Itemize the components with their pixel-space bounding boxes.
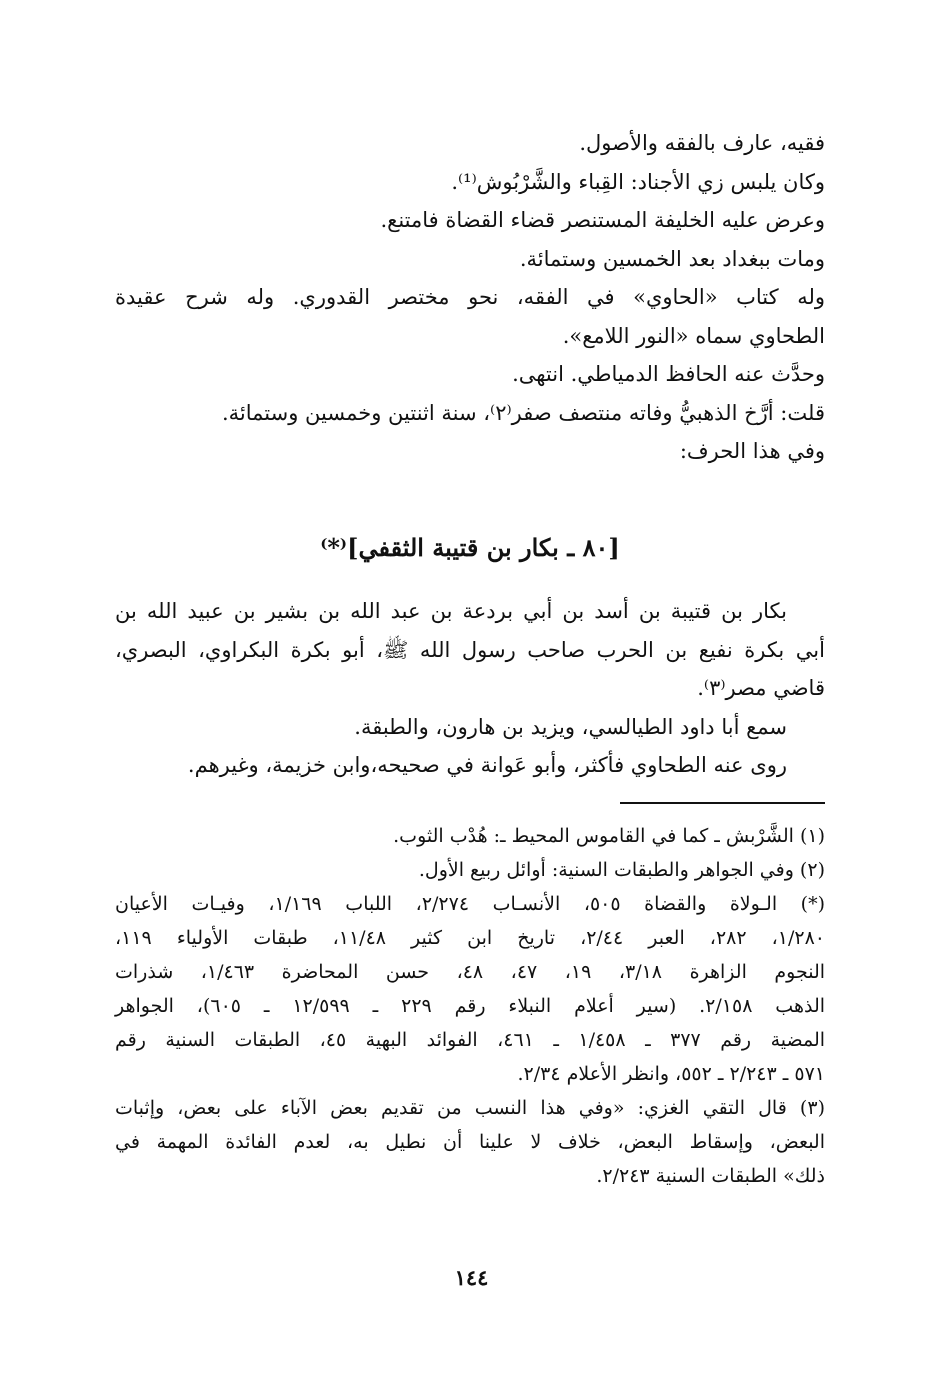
text-line: وحدَّث عنه الحافظ الدمياطي. انتهى. xyxy=(512,362,825,386)
text-line: فقيه، عارف بالفقه والأصول. xyxy=(579,131,825,155)
footnote-separator xyxy=(620,802,825,804)
text-line: قاضي مصر⁽٣⁾. xyxy=(697,676,825,700)
footnote-line: (٣) قال التقي الغزي: «وفي هذا النسب من تقديم بعض الآباء على بعض، وإثبات xyxy=(115,1097,825,1119)
text-line: الطحاوي سماه «النور اللامع». xyxy=(562,323,825,348)
text-line: سمع أبا داود الطيالسي، ويزيد بن هارون، والطبقة. xyxy=(354,714,787,739)
text-line: أبي بكرة نفيع بن الحرب صاحب رسول الله ﷺ، أبو بكرة البكراوي، البصري، xyxy=(115,637,825,662)
main-text-block xyxy=(115,124,825,471)
footnote-line: النجوم الزاهرة ٣/١٨، ١٩، ٤٧، ٤٨، حسن المحاضرة ١/٤٦٣، شذرات xyxy=(115,961,826,983)
footnote-line: (٢) وفي الجواهر والطبقات السنية: أوائل ربيع الأول. xyxy=(418,859,825,881)
text-line: روى عنه الطحاوي فأكثر، وأبو عَوانة في صحيحه،وابن خزيمة، وغيرهم. xyxy=(187,753,787,777)
text-line: وله كتاب «الحاوي» في الفقه، نحو مختصر القدوري. وله شرح عقيدة xyxy=(115,285,825,309)
footnote-line: ذلك» الطبقات السنية ٢/٢٤٣. xyxy=(596,1165,825,1187)
entry-text-block xyxy=(115,592,825,785)
footnote-line: الذهب ٢/١٥٨. (سير أعلام النبلاء رقم ٢٢٩ ـ ١٢/٥٩٩ ـ ٦٠٥)، الجواهر xyxy=(115,995,826,1017)
text-line: قلت: أرَّخ الذهبيُّ وفاته منتصف صفر⁽٢⁾، سنة اثنتين وخمسين وستمائة. xyxy=(221,400,825,425)
text-line: وكان يلبس زي الأجناد: القِباء والشَّرْبُوش⁽¹⁾. xyxy=(451,169,825,194)
footnote-line: (*) الـولاة والقضاة ٥٠٥، الأنسـاب ٢/٢٧٤، اللباب ١/١٦٩، وفيـات الأعيان xyxy=(115,893,826,915)
footnote-line: المضية رقم ٣٧٧ ـ ١/٤٥٨ ـ ٤٦١، الفوائد البهية ٤٥، الطبقات السنية رقم xyxy=(115,1029,826,1051)
text-line: بكار بن قتيبة بن أسد بن أبي بردعة بن عبد الله بن بشير بن عبيد الله بن xyxy=(115,599,787,623)
text-line: وعرض عليه الخليفة المستنصر قضاء القضاة فامتنع. xyxy=(380,208,825,232)
footnotes-block xyxy=(115,819,825,1193)
text-line: ومات ببغداد بعد الخمسين وستمائة. xyxy=(519,246,825,271)
page-number: ١٤٤ xyxy=(454,1265,489,1290)
footnote-line: ٥٧١ ـ ٢/٢٤٣ ـ ٥٥٢، وانظر الأعلام ٢/٣٤. xyxy=(517,1063,825,1085)
footnote-line: ١/٢٨٠، ٢٨٢، العبر ٢/٤٤، تاريخ ابن كثير ١١/٤٨، طبقات الأولياء ١١٩، xyxy=(115,927,825,949)
footnote-line: (١) الشَّرْبش ـ كما في القاموس المحيط ـ: هُدْب الثوب. xyxy=(393,825,825,847)
text-line: وفي هذا الحرف: xyxy=(679,439,825,463)
entry-heading: [٨٠ ـ بكار بن قتيبة الثقفي]⁽*⁾ xyxy=(320,533,620,562)
footnote-line: البعض، وإسقاط البعض، خلاف لا علينا أن نطيل به، لعدم الفائدة المهمة في xyxy=(115,1131,825,1153)
